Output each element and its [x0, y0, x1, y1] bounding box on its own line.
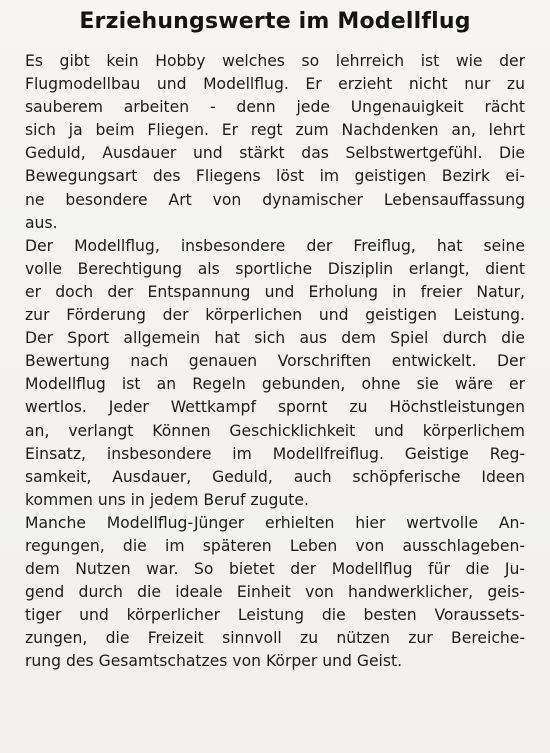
- text-line: Es gibt kein Hobby welches so lehrreich ist wie der: [25, 52, 525, 70]
- text-line: ne besondere Art von dynamischer Lebensauffassung: [25, 190, 525, 209]
- text-line: aus.: [25, 213, 58, 232]
- text-line: Manche Modellflug-Jünger erhielten hier wertvolle An-: [25, 513, 525, 532]
- document-title: Erziehungswerte im Modellflug: [79, 9, 471, 34]
- text-line: Einsatz, insbesondere im Modellfreiflug. Geistige Reg-: [25, 444, 525, 463]
- text-line: an, verlangt Können Geschicklichkeit und körperlichem: [25, 421, 525, 440]
- paragraph: [25, 235, 525, 512]
- text-line: er doch der Entspannung und Erholung in freier Natur,: [25, 282, 525, 301]
- text-line: zur Förderung der körperlichen und geistigen Leistung.: [25, 306, 525, 325]
- text-line: zungen, die Freizeit sinnvoll zu nützen zur Bereiche-: [25, 629, 525, 648]
- text-line: samkeit, Ausdauer, Geduld, auch schöpferische Ideen: [25, 467, 525, 486]
- paragraph: [25, 512, 525, 674]
- text-line: Geduld, Ausdauer und stärkt das Selbstwertgefühl. Die: [25, 144, 525, 163]
- text-line: Bewegungsart des Fliegens löst im geistigen Bezirk ei-: [25, 167, 525, 186]
- paragraph: [25, 50, 525, 235]
- text-line: sich ja beim Fliegen. Er regt zum Nachdenken an, lehrt: [25, 121, 525, 140]
- text-line: sauberem arbeiten - denn jede Ungenauigkeit rächt: [25, 98, 525, 117]
- text-line: volle Berechtigung als sportliche Disziplin erlangt, dient: [25, 259, 525, 278]
- text-line: tiger und körperlicher Leistung die besten Voraussets-: [25, 606, 525, 625]
- text-line: Bewertung nach genauen Vorschriften entwickelt. Der: [25, 352, 525, 371]
- document-body: [25, 50, 525, 674]
- text-line: dem Nutzen war. So bietet der Modellflug für die Ju-: [25, 560, 525, 579]
- text-line: Der Sport allgemein hat sich aus dem Spiel durch die: [25, 329, 525, 348]
- text-line: rung des Gesamtschatzes von Körper und Geist.: [25, 652, 403, 671]
- text-line: wertlos. Jeder Wettkampf spornt zu Höchstleistungen: [25, 398, 525, 417]
- text-line: kommen uns in jedem Beruf zugute.: [25, 490, 309, 509]
- text-line: gend durch die ideale Einheit von handwerklicher, geis-: [25, 583, 525, 602]
- text-line: Modellflug ist an Regeln gebunden, ohne sie wäre er: [25, 375, 525, 394]
- text-line: Flugmodellbau und Modellflug. Er erzieht nicht nur zu: [25, 75, 525, 94]
- text-line: regungen, die im späteren Leben von ausschlageben-: [25, 536, 525, 555]
- text-line: Der Modellflug, insbesondere der Freiflug, hat seine: [25, 236, 525, 255]
